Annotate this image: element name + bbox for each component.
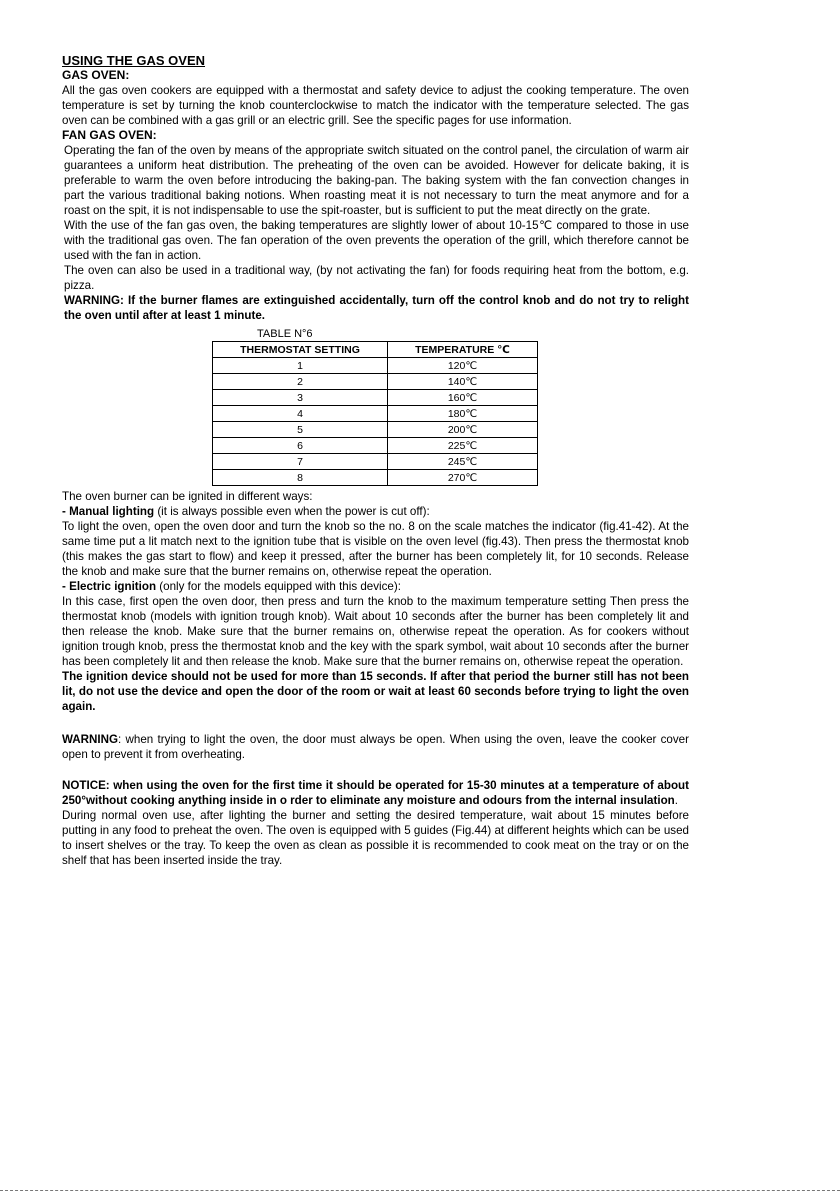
notice-end: . (674, 794, 678, 807)
table-row (213, 454, 538, 470)
manual-lighting-note: (it is always possible even when the power is cut off): (154, 505, 430, 518)
table-row (213, 390, 538, 406)
table-row (213, 358, 538, 374)
table-row (213, 374, 538, 390)
door-warning (62, 732, 689, 762)
temperature-cell: 140℃ (388, 374, 538, 390)
thermostat-table-block (212, 328, 689, 486)
temperature-cell: 225℃ (388, 438, 538, 454)
manual-lighting-heading (62, 504, 689, 519)
electric-ignition-label: - Electric ignition (62, 580, 157, 593)
setting-cell: 8 (213, 470, 388, 486)
bottom-divider (0, 1190, 840, 1191)
notice-paragraph: During normal oven use, after lighting the burner and setting the desired temperature, wait about 15 minutes before putting in any food to preheat the oven. The oven is equipped with 5 guides (Fig.44) at different heights which can be used to insert shelves or the tray. To keep the oven as clean as possible it is recommended to cook meat on the tray or on the shelf that has been inserted inside the tray. (62, 809, 689, 867)
column-header-setting: THERMOSTAT SETTING (213, 342, 388, 358)
temperature-cell: 160℃ (388, 390, 538, 406)
temperature-cell: 180℃ (388, 406, 538, 422)
setting-cell: 7 (213, 454, 388, 470)
column-header-temperature: TEMPERATURE ℃ (388, 342, 538, 358)
fan-paragraph-1: Operating the fan of the oven by means of the appropriate switch situated on the control panel, the circulation of warm air guarantees a uniform heat distribution. The preheating of the oven can be avoided. However for delicate baking, it is preferable to warm the oven before introducing the baking-pan. The baking system with the fan convection changes in part the various traditional baking notions. When roasting meat it is not necessary to turn the meat anymore and for a roast on the spit, it is not indispensable to use the spit-roaster, but is sufficient to put the meat directly on the grate. (64, 144, 689, 217)
door-warning-label: WARNING (62, 733, 119, 746)
manual-page (62, 53, 689, 868)
thermostat-table (212, 341, 538, 486)
electric-ignition-note: (only for the models equipped with this device): (156, 580, 401, 593)
fan-paragraph-3: The oven can also be used in a traditional way, (by not activating the fan) for foods requiring heat from the bottom, e.g. pizza. (64, 264, 689, 292)
manual-lighting-paragraph: To light the oven, open the oven door and turn the knob so the no. 8 on the scale matches the indicator (fig.41-42). At the same time put a lit match next to the ignition tube that is visible on the oven level (fig.43). Then press the thermostat knob (this makes the gas start to flow) and keep it pressed, after the burner has been completely lit, for 10 seconds. Release the knob and make sure that the burner remains on, otherwise repeat the operation. (62, 520, 689, 578)
gas-oven-heading: GAS OVEN: (62, 68, 130, 82)
door-warning-text: : when trying to light the oven, the door must always be open. When using the oven, leave the cooker cover open to prevent it from overheating. (62, 733, 689, 761)
table-row (213, 406, 538, 422)
ignition-intro: The oven burner can be ignited in different ways: (62, 490, 313, 503)
table-row (213, 470, 538, 486)
temperature-cell: 200℃ (388, 422, 538, 438)
notice-bold-text: NOTICE: when using the oven for the first time it should be operated for 15-30 minutes at a temperature of about 250°without cooking anything inside in o rder to eliminate any moisture and odours from the internal insulation (62, 779, 689, 807)
temperature-cell: 120℃ (388, 358, 538, 374)
table-header-row (213, 342, 538, 358)
setting-cell: 2 (213, 374, 388, 390)
setting-cell: 3 (213, 390, 388, 406)
manual-lighting-label: - Manual lighting (62, 505, 155, 518)
temperature-cell: 270℃ (388, 470, 538, 486)
ignition-warning: The ignition device should not be used for more than 15 seconds. If after that period the burner still has not been lit, do not use the device and open the door of the room or wait at least 60 seconds before trying to light the oven again. (62, 670, 689, 713)
table-row (213, 422, 538, 438)
setting-cell: 5 (213, 422, 388, 438)
setting-cell: 6 (213, 438, 388, 454)
gas-oven-paragraph: All the gas oven cookers are equipped with a thermostat and safety device to adjust the cooking temperature. The oven temperature is set by turning the knob counterclockwise to match the indicator with the temperature selected. The gas oven can be combined with a gas grill or an electric grill. See the specific pages for use information. (62, 84, 689, 127)
setting-cell: 4 (213, 406, 388, 422)
fan-gas-oven-heading: FAN GAS OVEN: (62, 128, 157, 142)
table-row (213, 438, 538, 454)
notice-heading (62, 778, 689, 808)
page-title: USING THE GAS OVEN (62, 53, 206, 68)
electric-ignition-paragraph: In this case, first open the oven door, then press and turn the knob to the maximum temperature setting Then press the thermostat knob (models with ignition trough knob). Wait about 10 seconds after the burner has been completely lit and then release the knob. Make sure that the burner remains on, otherwise repeat the operation. As for cookers without ignition trough knob, press the thermostat knob and the key with the spark symbol, wait about 10 seconds after the burner has been completely lit and then release the knob. Make sure that the burner remains on, otherwise repeat the operation. (62, 595, 689, 668)
temperature-cell: 245℃ (388, 454, 538, 470)
electric-ignition-heading (62, 579, 689, 594)
fan-warning: WARNING: If the burner flames are extinguished accidentally, turn off the control knob and do not try to relight the oven until after at least 1 minute. (64, 294, 689, 322)
fan-paragraph-2: With the use of the fan gas oven, the baking temperatures are slightly lower of about 10-15℃ compared to those in use with the traditional gas oven. The fan operation of the oven prevents the operation of the grill, which therefore cannot be used with the fan in action. (64, 219, 689, 262)
setting-cell: 1 (213, 358, 388, 374)
table-caption: TABLE N°6 (257, 328, 313, 340)
